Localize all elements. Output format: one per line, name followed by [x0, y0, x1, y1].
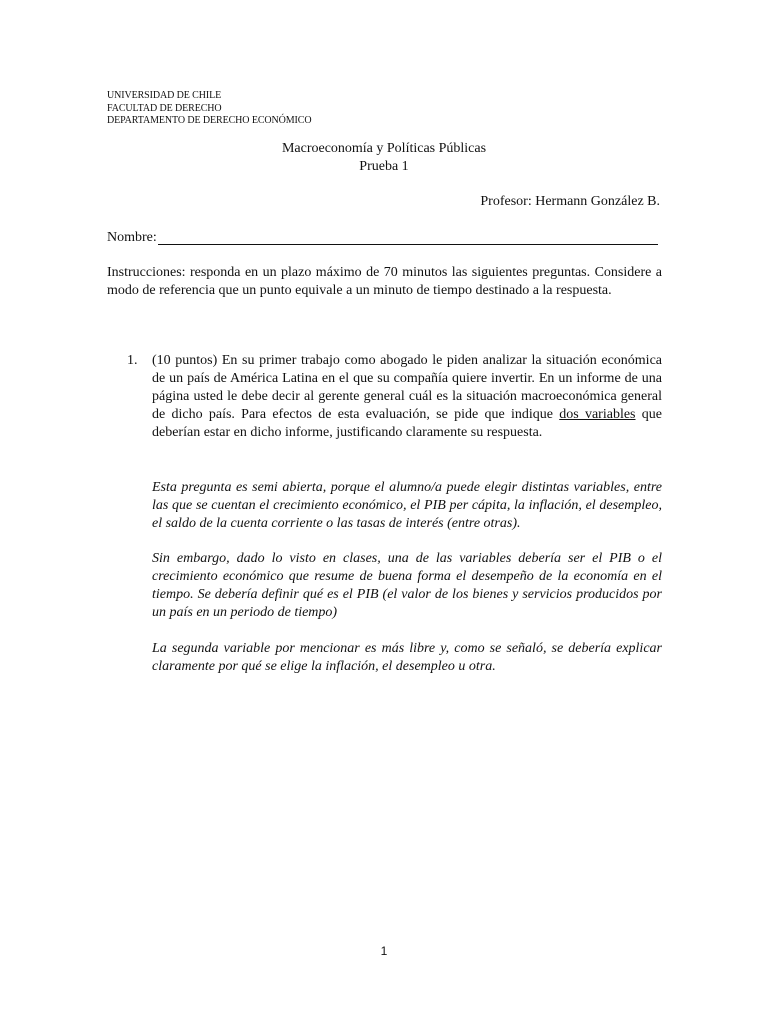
faculty-name: FACULTAD DE DERECHO [107, 102, 222, 114]
question-1 [127, 352, 662, 442]
page-number: 1 [380, 944, 388, 958]
name-field-line [107, 229, 658, 247]
question-text [152, 352, 662, 442]
name-blank-line [158, 232, 658, 245]
exam-title-block [0, 140, 768, 176]
answer-paragraph-3: La segunda variable por mencionar es más libre y, como se señaló, se debería explicar claramente por qué se elige la inflación, el desempleo u otra. [152, 641, 662, 674]
answer-paragraph-1: Esta pregunta es semi abierta, porque el alumno/a puede elegir distintas variables, entre las que se cuentan el crecimiento económico, el PIB per cápita, la inflación, el desempleo, el saldo de la cuenta corriente o las tasas de interés (entre otras). [152, 480, 662, 531]
question-number: 1. [127, 353, 138, 368]
question-underlined-text: dos variables [559, 407, 636, 422]
question-text-part1: (10 puntos) En su primer trabajo como abogado le piden analizar la situación económica de un país de América Latina en el que su compañía quiere invertir. En un informe de una página usted le debe decir al gerente general cuál es la situación macroeconómica general de dicho país. Para efectos de esta evaluación, se pide que indique [152, 353, 662, 422]
question-text-part2: que deberían estar en dicho informe, justificando claramente su respuesta. [152, 407, 663, 440]
answer-paragraph-2: Sin embargo, dado lo visto en clases, una de las variables debería ser el PIB o el crecimiento económico que resume de buena forma el desempeño de la economía en el tiempo. Se debería definir qué es el PIB (el valor de los bienes y servicios producidos por un país en un periodo de tiempo) [152, 551, 662, 620]
name-label: Nombre: [107, 230, 157, 245]
institution-header [107, 90, 311, 128]
course-title: Macroeconomía y Políticas Públicas [281, 141, 487, 156]
department-name: DEPARTAMENTO DE DERECHO ECONÓMICO [107, 115, 312, 126]
instructions-paragraph: Instrucciones: responda en un plazo máximo de 70 minutos las siguientes preguntas. Considere a modo de referencia que un punto equivale a un minuto de tiempo destinado a la respuesta. [107, 265, 662, 298]
exam-title: Prueba 1 [359, 159, 409, 174]
professor-line: Profesor: Hermann González B. [480, 194, 660, 209]
university-name: UNIVERSIDAD DE CHILE [107, 90, 222, 101]
